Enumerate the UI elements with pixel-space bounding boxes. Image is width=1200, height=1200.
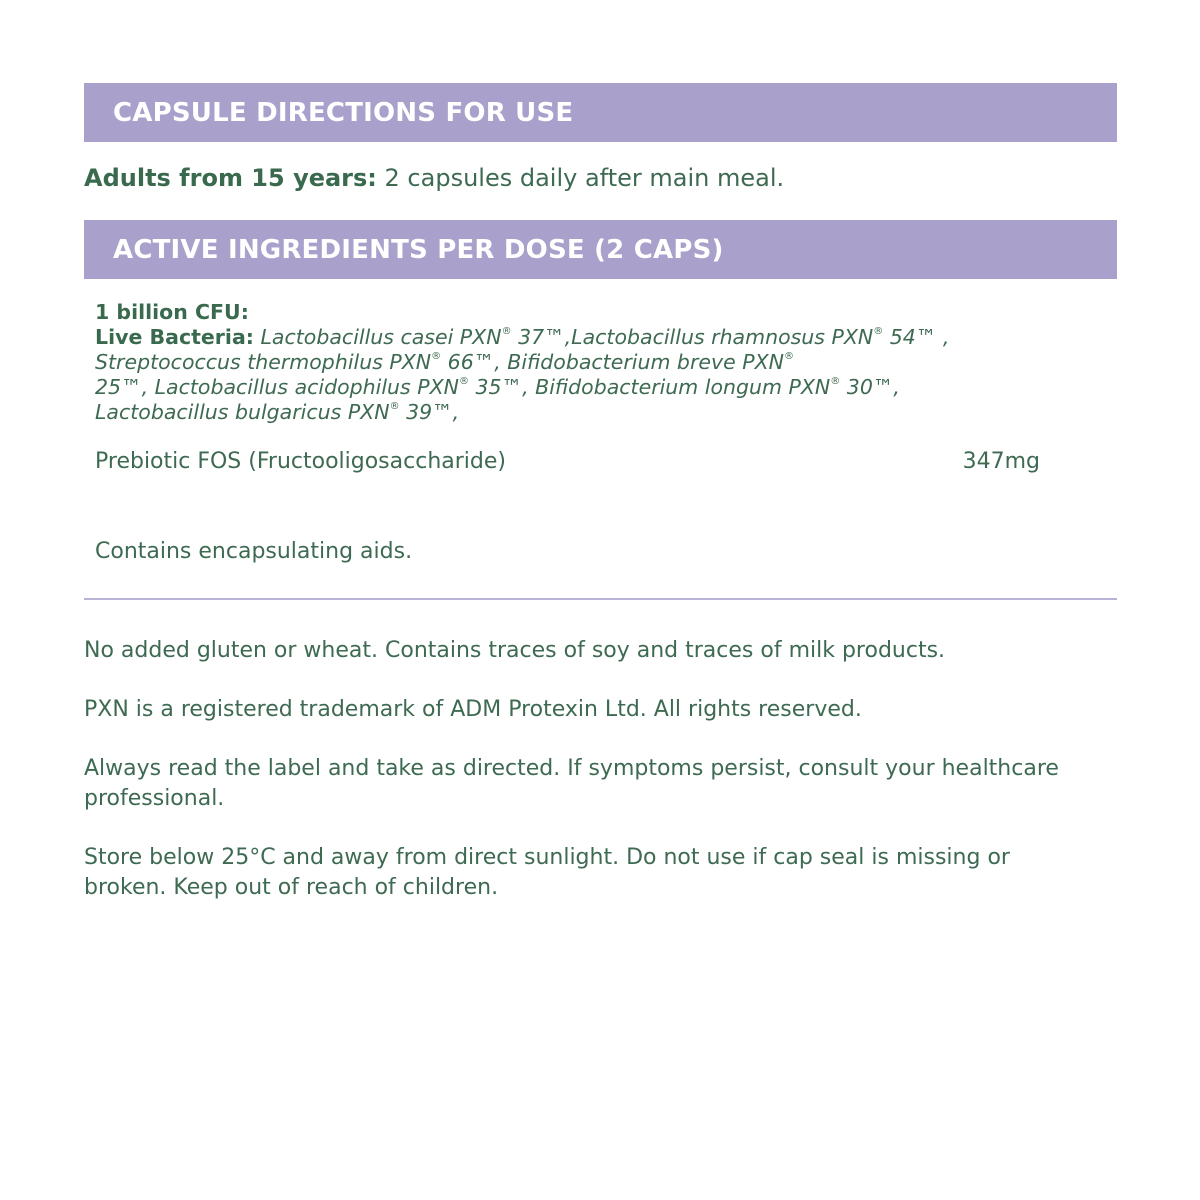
registered-mark: ® [389,401,400,413]
encapsulating-aids-note: Contains encapsulating aids. [95,539,413,564]
usage-note: Always read the label and take as directed. If symptoms persist, consult your healthcare professional. [84,756,1059,811]
directions-lead: Adults from 15 years: [84,164,377,192]
bacteria-text: 35™, Bifidobacterium longum PXN [469,375,831,399]
bacteria-text: Lactobacillus casei PXN [260,325,502,349]
bacteria-line [95,325,1055,350]
trademark-note: PXN is a registered trademark of ADM Protexin Ltd. All rights reserved. [84,697,862,722]
ingredients-heading-band [84,220,1117,279]
prebiotic-amount: 347mg [962,449,1040,474]
registered-mark: ® [431,351,442,363]
bacteria-text: 66™, Bifidobacterium breve PXN [441,350,784,374]
directions-heading-band [84,83,1117,142]
allergen-note: No added gluten or wheat. Contains traces of soy and traces of milk products. [84,638,946,663]
ingredients-heading: ACTIVE INGREDIENTS PER DOSE (2 CAPS) [113,234,724,265]
prebiotic-name: Prebiotic FOS (Fructooligosaccharide) [95,449,506,474]
bacteria-line [95,350,1055,375]
storage-note: Store below 25°C and away from direct sunlight. Do not use if cap seal is missing or broken. Keep out of reach of children. [84,845,1010,900]
bacteria-text: 39™, [399,400,460,424]
notes-block [84,636,1084,932]
bacteria-text: Streptococcus thermophilus PXN [95,350,432,374]
bacteria-line [95,375,1055,400]
registered-mark: ® [830,376,841,388]
registered-mark: ® [501,326,512,338]
cfu-count: 1 billion CFU: [95,300,249,324]
directions-heading: CAPSULE DIRECTIONS FOR USE [113,97,574,128]
directions-text [84,164,784,192]
ingredients-block [95,300,1055,425]
registered-mark: ® [784,351,794,363]
registered-mark: ® [459,376,469,388]
bacteria-text: 30™, [840,375,900,399]
bacteria-text: 37™,Lactobacillus rhamnosus PXN [511,325,874,349]
bacteria-label: Live Bacteria: [95,325,254,349]
prebiotic-row [95,449,1040,474]
registered-mark: ® [873,326,884,338]
directions-dose: 2 capsules daily after main meal. [376,164,785,192]
bacteria-line [95,400,1055,425]
section-divider [84,598,1117,600]
bacteria-text: Lactobacillus bulgaricus PXN [95,400,390,424]
bacteria-text: 25™, Lactobacillus acidophilus PXN [95,375,459,399]
bacteria-text: 54™ , [883,325,950,349]
